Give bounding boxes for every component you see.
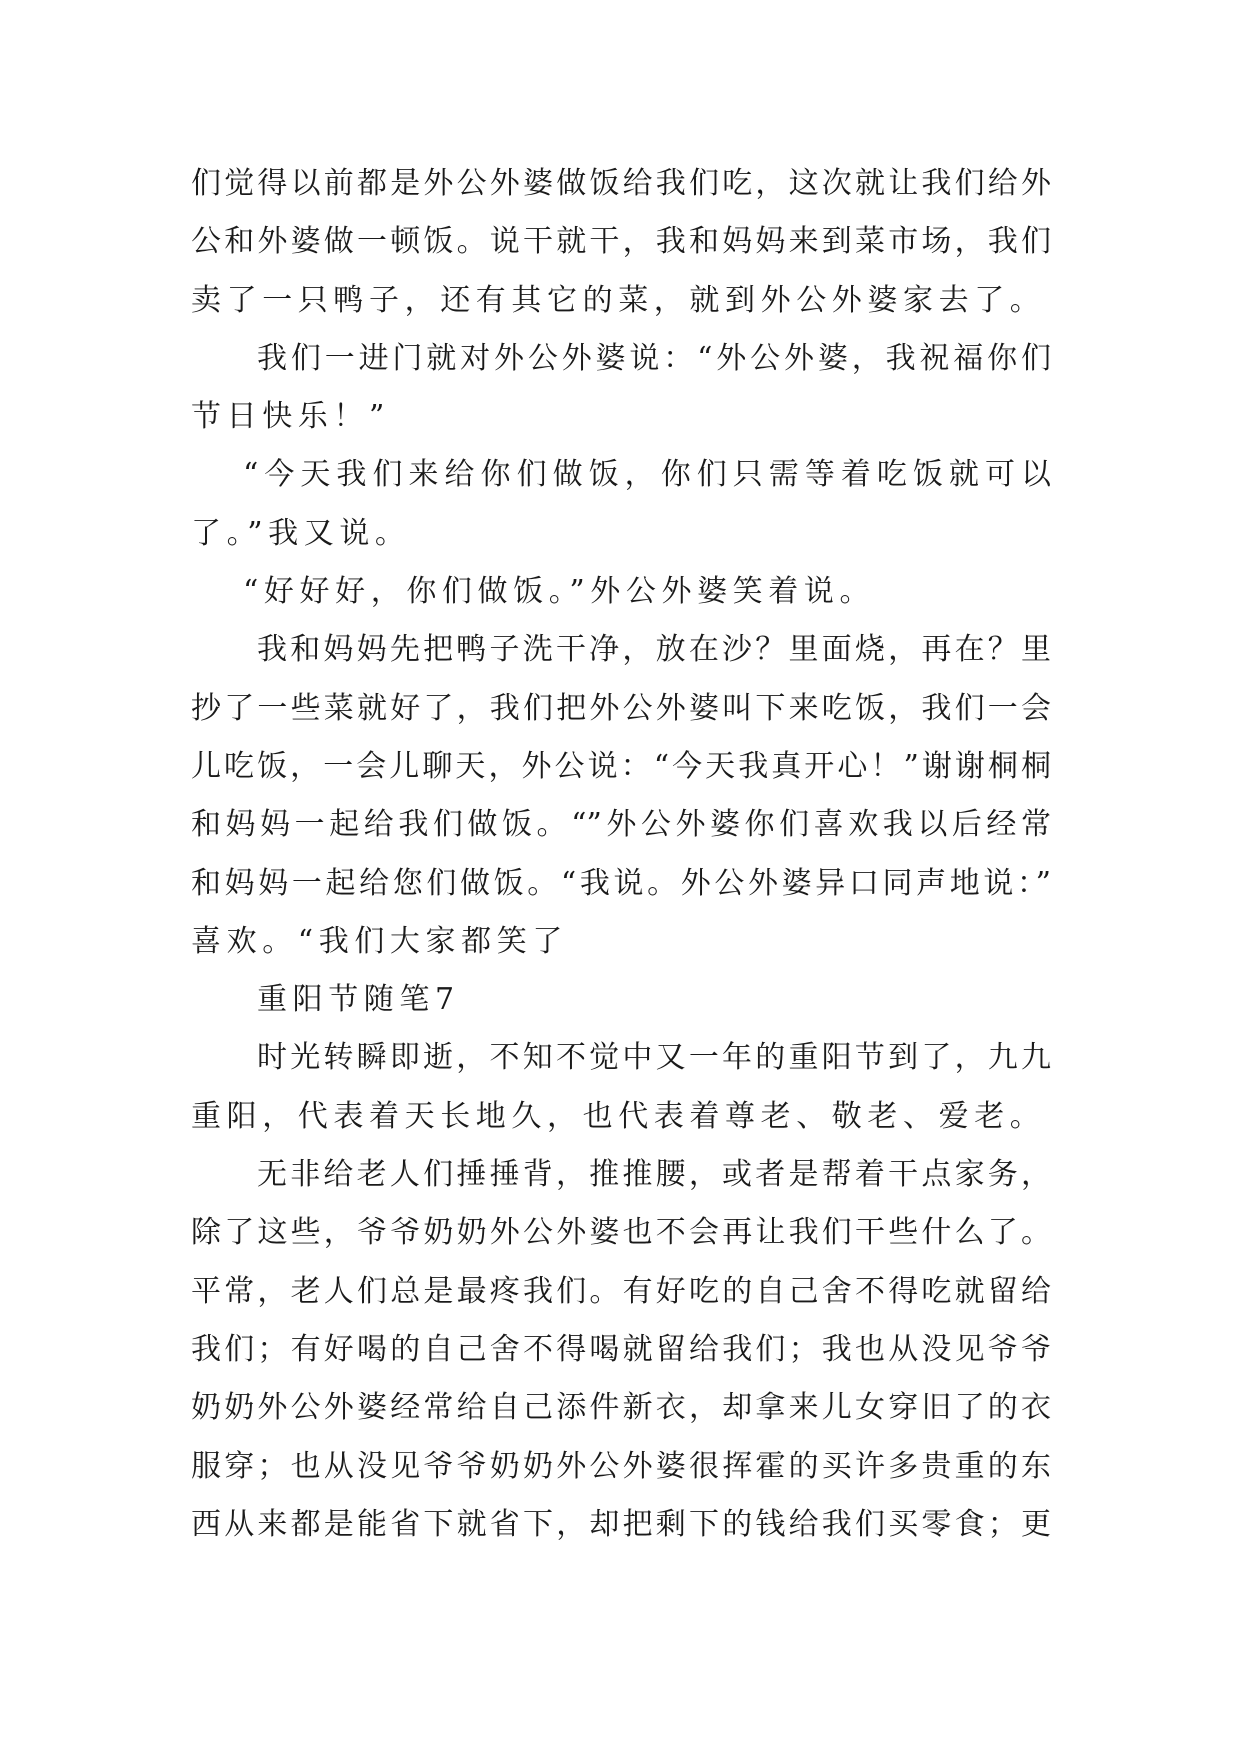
text-line: 卖了一只鸭子，还有其它的菜，就到外公外婆家去了。 <box>191 282 1046 318</box>
paragraph-start-line: 我和妈妈先把鸭子洗干净，放在沙？里面烧，再在？里 <box>257 632 1051 668</box>
text-line: 服穿；也从没见爷爷奶奶外公外婆很挥霍的买许多贵重的东 <box>191 1448 1051 1484</box>
text-line: 节日快乐！” <box>191 399 390 435</box>
paragraph-start-line: 无非给老人们捶捶背，推推腰，或者是帮着干点家务， <box>257 1157 1051 1193</box>
text-line: 和妈妈一起给您们做饭。“我说。外公外婆异口同声地说：” <box>191 865 1051 901</box>
paragraph-start-line: 我们一进门就对外公外婆说：“外公外婆，我祝福你们 <box>257 340 1051 376</box>
text-line: 重阳，代表着天长地久，也代表着尊老、敬老、爱老。 <box>191 1098 1046 1134</box>
article-body <box>191 155 1051 1554</box>
paragraph-start-line: “好好好，你们做饭。”外公外婆笑着说。 <box>243 574 876 610</box>
text-line: 们觉得以前都是外公外婆做饭给我们吃，这次就让我们给外 <box>191 166 1051 201</box>
text-line: 和妈妈一起给我们做饭。“”外公外婆你们喜欢我以后经常 <box>191 807 1051 843</box>
paragraph-start-line: 时光转瞬即逝，不知不觉中又一年的重阳节到了，九九 <box>257 1040 1051 1076</box>
text-line: 喜欢。“我们大家都笑了 <box>191 923 568 959</box>
paragraph-start-line: “今天我们来给你们做饭，你们只需等着吃饭就可以 <box>243 457 1051 493</box>
section-heading: 重阳节随笔7 <box>257 982 460 1018</box>
text-line: 奶奶外公外婆经常给自己添件新衣，却拿来儿女穿旧了的衣 <box>191 1390 1051 1426</box>
text-line: 公和外婆做一顿饭。说干就干，我和妈妈来到菜市场，我们 <box>191 224 1051 260</box>
text-line: 平常，老人们总是最疼我们。有好吃的自己舍不得吃就留给 <box>191 1273 1051 1309</box>
text-line: 西从来都是能省下就省下，却把剩下的钱给我们买零食；更 <box>191 1506 1051 1542</box>
text-line: 我们；有好喝的自己舍不得喝就留给我们；我也从没见爷爷 <box>191 1331 1051 1367</box>
text-line: 抄了一些菜就好了，我们把外公外婆叫下来吃饭，我们一会 <box>191 690 1051 726</box>
text-line: 儿吃饭，一会儿聊天，外公说：“今天我真开心！”谢谢桐桐 <box>191 748 1051 784</box>
text-line: 除了这些，爷爷奶奶外公外婆也不会再让我们干些什么了。 <box>191 1215 1051 1251</box>
text-line: 了。”我又说。 <box>191 515 411 551</box>
